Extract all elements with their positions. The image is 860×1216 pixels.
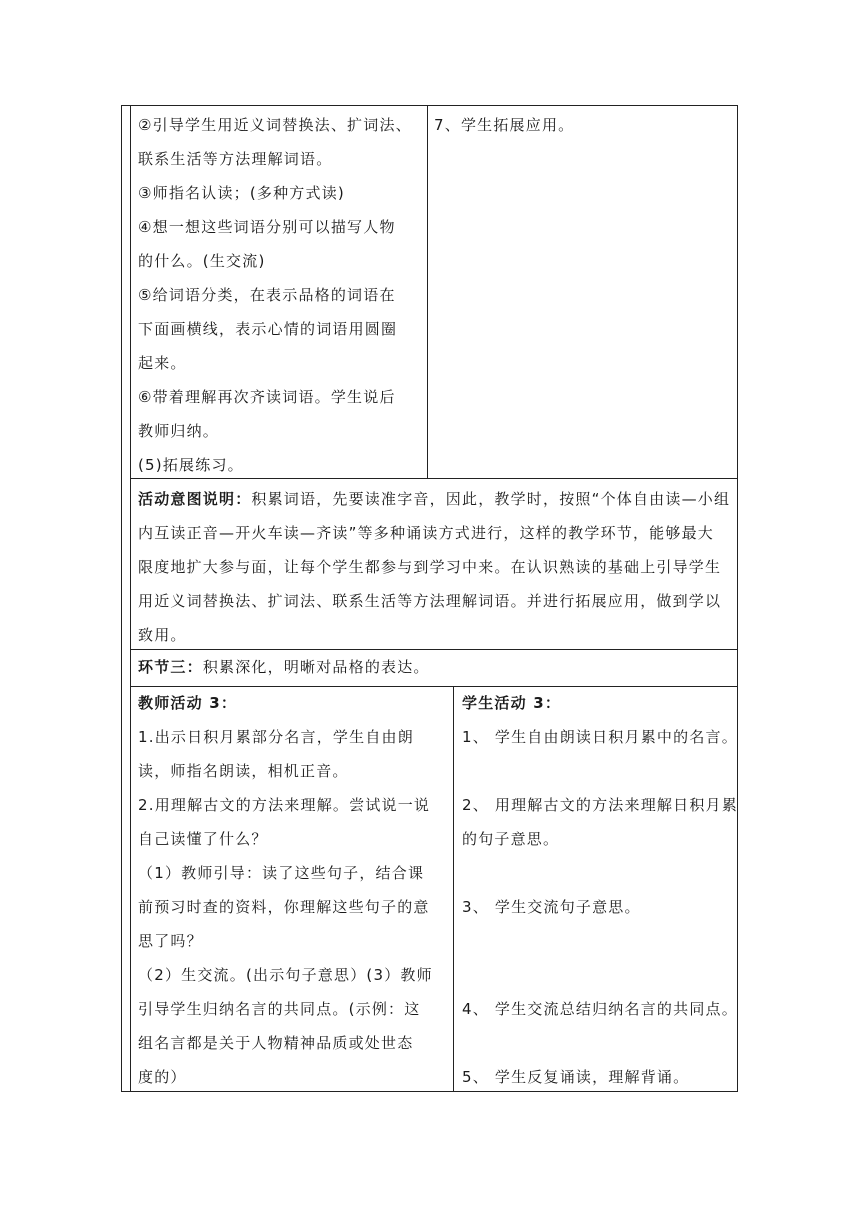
- student-line: 的句子意思。: [462, 830, 560, 848]
- teacher-line: ②引导学生用近义词替换法、扩词法、: [138, 116, 412, 134]
- teacher-activity-2-cell: [138, 108, 412, 482]
- student-activity-2-cell: [434, 108, 574, 142]
- student-line: 3、 学生交流句子意思。: [462, 898, 641, 916]
- teacher-line: 下面画横线，表示心情的词语用圆圈: [138, 320, 398, 338]
- student-line: [462, 924, 738, 958]
- intent-line: 限度地扩大参与面，让每个学生都参与到学习中来。在认识熟读的基础上引导学生: [138, 558, 722, 576]
- student-line: 1、 学生自由朗读日积月累中的名言。: [462, 728, 738, 746]
- student-line: [462, 958, 738, 992]
- teacher-line: 的什么。(生交流): [138, 252, 266, 270]
- teacher-line: ⑤给词语分类，在表示品格的词语在: [138, 286, 396, 304]
- teacher-activity-3-header: 教师活动 3：: [138, 694, 238, 712]
- teacher-activity-3-cell: [138, 686, 433, 1092]
- intent-line: 用近义词替换法、扩词法、联系生活等方法理解词语。并进行拓展应用，做到学以: [138, 592, 722, 610]
- teacher-line: （1）教师引导：读了这些句子，结合课: [138, 864, 425, 882]
- stage-3-text: 积累深化，明晰对品格的表达。: [202, 658, 430, 676]
- student-activity-3-header: 学生活动 3：: [462, 694, 562, 712]
- intent-line: 积累词语，先要读准字音，因此，教学时，按照“个体自由读—小组: [251, 490, 731, 508]
- student-line: 5、 学生反复诵读，理解背诵。: [462, 1068, 690, 1086]
- teacher-line: 自己读懂了什么？: [138, 830, 268, 848]
- lesson-table: [121, 105, 738, 1092]
- activity-intent-cell: [138, 482, 730, 652]
- teacher-line: （2）生交流。(出示句子意思）(3）教师: [138, 966, 433, 984]
- teacher-line: 读，师指名朗读，相机正音。: [138, 762, 349, 780]
- teacher-line: ③师指名认读；(多种方式读): [138, 184, 345, 202]
- student-line: [462, 856, 738, 890]
- student-line: [462, 754, 738, 788]
- teacher-line: 引导学生归纳名言的共同点。(示例：这: [138, 1000, 421, 1018]
- teacher-line: 教师归纳。: [138, 422, 220, 440]
- teacher-line: 组名言都是关于人物精神品质或处世态: [138, 1034, 414, 1052]
- teacher-line: 1.出示日积月累部分名言，学生自由朗: [138, 728, 414, 746]
- student-line: 7、学生拓展应用。: [434, 116, 575, 134]
- teacher-line: 前预习时查的资料，你理解这些句子的意: [138, 898, 430, 916]
- row-divider-1: [130, 478, 738, 479]
- intent-line: 致用。: [138, 626, 187, 644]
- column-divider-3: [453, 686, 454, 1091]
- column-divider-1: [427, 106, 428, 478]
- inner-left-border: [130, 106, 131, 1091]
- student-line: 4、 学生交流总结归纳名言的共同点。: [462, 1000, 738, 1018]
- intent-line: 内互读正音—开火车读—齐读”等多种诵读方式进行，这样的教学环节，能够最大: [138, 524, 714, 542]
- student-line: [462, 1026, 738, 1060]
- teacher-line: 联系生活等方法理解词语。: [138, 150, 333, 168]
- intent-label: 活动意图说明：: [138, 490, 252, 508]
- teacher-line: 2.用理解古文的方法来理解。尝试说一说: [138, 796, 431, 814]
- teacher-line: ④想一想这些词语分别可以描写人物: [138, 218, 396, 236]
- teacher-line: ⑥带着理解再次齐读词语。学生说后: [138, 388, 396, 406]
- teacher-line: 度的）: [138, 1068, 187, 1086]
- teacher-line: 思了吗？: [138, 932, 203, 950]
- teacher-line: (5)拓展练习。: [138, 456, 244, 474]
- stage-3-heading: [138, 650, 430, 684]
- student-activity-3-cell: [462, 686, 738, 1092]
- stage-3-label: 环节三：: [138, 658, 203, 676]
- student-line: 2、 用理解古文的方法来理解日积月累: [462, 796, 738, 814]
- teacher-line: 起来。: [138, 354, 187, 372]
